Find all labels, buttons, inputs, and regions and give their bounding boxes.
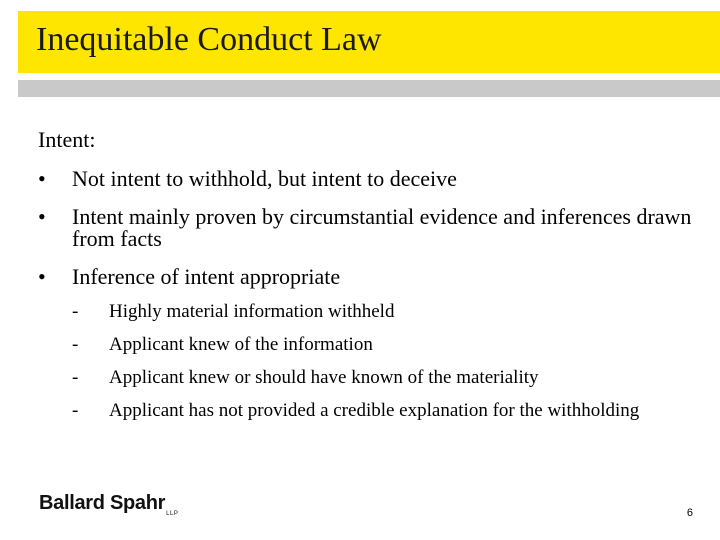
dash-marker: - <box>72 400 79 422</box>
sub-item <box>72 368 698 387</box>
company-logo <box>39 492 178 517</box>
dash-marker: - <box>72 301 79 323</box>
sub-item <box>72 302 698 321</box>
logo-suffix: LLP <box>166 511 179 517</box>
bullet-item <box>38 168 698 190</box>
slide-title: Inequitable Conduct Law <box>36 21 382 58</box>
title-bar <box>18 11 720 73</box>
dash-marker: - <box>72 334 79 356</box>
logo-text: Ballard Spahr <box>39 492 166 514</box>
bullet-text: Not intent to withhold, but intent to deceive <box>72 166 457 192</box>
slide-content <box>38 128 698 434</box>
sub-item <box>72 335 698 354</box>
bullet-text: Intent mainly proven by circumstantial evidence and inferences drawn from facts <box>72 204 692 252</box>
sub-item-text: Applicant knew of the information <box>109 334 373 356</box>
sub-item-text: Applicant has not provided a credible explanation for the withholding <box>109 400 640 422</box>
page-number: 6 <box>686 507 693 519</box>
bullet-text: Inference of intent appropriate <box>72 264 341 290</box>
intro-heading: Intent: <box>38 127 96 152</box>
bullet-marker: • <box>38 264 46 290</box>
bullet-item <box>38 206 698 250</box>
sub-list <box>72 302 698 420</box>
dash-marker: - <box>72 367 79 389</box>
title-underline-band <box>18 80 720 97</box>
bullet-item <box>38 266 698 288</box>
sub-item <box>72 401 698 420</box>
sub-item-text: Applicant knew or should have known of the materiality <box>109 367 539 389</box>
sub-item-text: Highly material information withheld <box>109 301 395 323</box>
bullet-marker: • <box>38 204 46 230</box>
bullet-marker: • <box>38 166 46 192</box>
